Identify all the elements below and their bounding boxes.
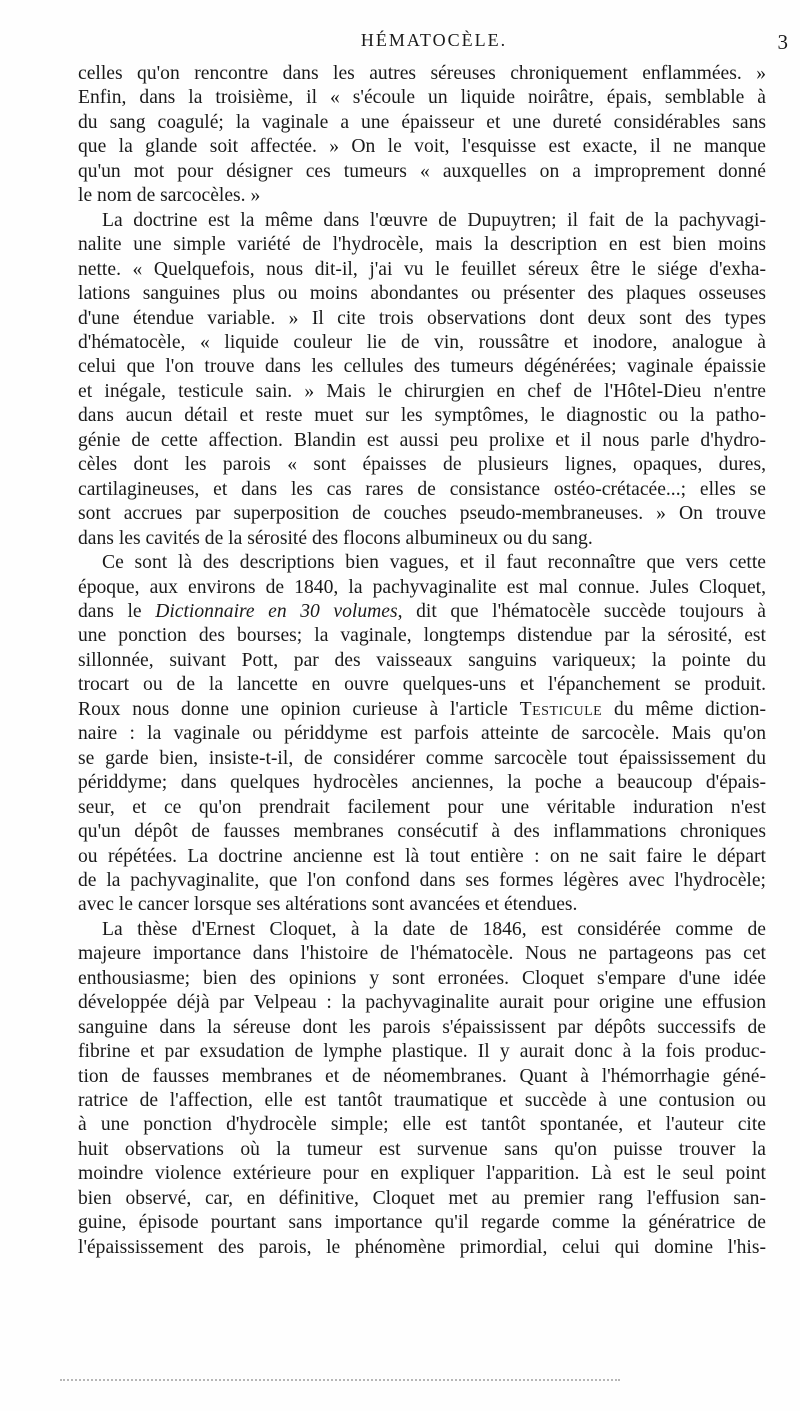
text-line: avec le cancer lorsque ses altérations sont avancées et étendues. xyxy=(78,894,578,916)
text-line: enthousiasme; bien des opinions y sont erronées. Cloquet s'empare d'une idée xyxy=(78,967,766,989)
page-number: 3 xyxy=(777,30,788,54)
text-line: le nom de sarcocèles. » xyxy=(78,185,261,207)
text-line: nette. « Quelquefois, nous dit-il, j'ai vu le feuillet séreux être le siége d'exha- xyxy=(78,258,766,280)
text-line: du sang coagulé; la vaginale a une épaisseur et une dureté considérables sans xyxy=(78,111,766,133)
small-caps-term: Testicule xyxy=(519,698,603,720)
text-line: fibrine et par exsudation de lymphe plastique. Il y aurait donc à la fois produc- xyxy=(78,1041,766,1063)
text-line: génie de cette affection. Blandin est aussi peu prolixe et il nous parle d'hydro- xyxy=(78,429,766,451)
running-title: HÉMATOCÈLE. xyxy=(360,30,508,50)
text-line: celui que l'on trouve dans les cellules des tumeurs dégénérées; vaginale épaissie xyxy=(78,356,766,378)
text-line: La doctrine est la même dans l'œuvre de Dupuytren; il fait de la pachyvagi- xyxy=(102,209,766,231)
text-line xyxy=(78,698,766,722)
text-fragment: Roux nous donne une opinion curieuse à l'article xyxy=(78,698,508,720)
text-line: qu'un dépôt de fausses membranes consécutif à des inflammations chroniques xyxy=(78,821,766,843)
text-line: seur, et ce qu'on prendrait facilement pour une véritable induration n'est xyxy=(78,796,766,818)
text-line: sanguine dans la séreuse dont les parois s'épaississent par dépôts successifs de xyxy=(78,1016,766,1038)
text-line: sont accrues par superposition de couches pseudo-membraneuses. » On trouve xyxy=(78,503,766,525)
text-line: guine, épisode pourtant sans importance qu'il regarde comme la génératrice de xyxy=(78,1212,766,1234)
text-line: se garde bien, insiste-t-il, de considérer comme sarcocèle tout épaississement du xyxy=(78,747,766,769)
text-line: à une ponction d'hydrocèle simple; elle est tantôt spontanée, et l'auteur cite xyxy=(78,1114,766,1136)
text-line: cartilagineuses, et dans les cas rares de consistance ostéo-crétacée...; elles se xyxy=(78,478,766,500)
text-line: majeure importance dans l'histoire de l'hématocèle. Nous ne partageons pas cet xyxy=(78,943,766,965)
text-line: naire : la vaginale ou périddyme est parfois atteinte de sarcocèle. Mais qu'on xyxy=(78,723,766,745)
paragraph-3 xyxy=(78,551,766,918)
text-line: d'hématocèle, « liquide couleur lie de vin, roussâtre et inodore, analogue à xyxy=(78,331,766,353)
paragraph-2 xyxy=(78,209,766,551)
text-fragment: du même diction- xyxy=(614,698,766,720)
italic-title: Dictionnaire en 30 volumes xyxy=(155,600,398,622)
text-line: La thèse d'Ernest Cloquet, à la date de 1846, est considérée comme de xyxy=(102,918,766,940)
text-line: qu'un mot pour désigner ces tumeurs « auxquelles on a improprement donné xyxy=(78,160,766,182)
text-line: époque, aux environs de 1840, la pachyvaginalite est mal connue. Jules Cloquet, xyxy=(78,576,766,598)
text-line: d'une étendue variable. » Il cite trois observations dont deux sont des types xyxy=(78,307,766,329)
text-line: développée déjà par Velpeau : la pachyvaginalite aurait pour origine une effusion xyxy=(78,992,766,1014)
text-line: Ce sont là des descriptions bien vagues, et il faut reconnaître que vers cette xyxy=(102,552,766,574)
text-line: moindre violence extérieure pour en expliquer l'apparition. Là est le seul point xyxy=(78,1163,766,1185)
text-line: Enfin, dans la troisième, il « s'écoule un liquide noirâtre, épais, semblable à xyxy=(78,87,766,109)
text-line: ou répétées. La doctrine ancienne est là tout entière : on ne sait faire le départ xyxy=(78,845,766,867)
text-line: que la glande soit affectée. » On le voit, l'esquisse est exacte, il ne manque xyxy=(78,136,766,158)
text-line: tion de fausses membranes et de néomembranes. Quant à l'hémorrhagie géné- xyxy=(78,1065,766,1087)
text-line: de la pachyvaginalite, que l'on confond dans ses formes légères avec l'hydrocèle; xyxy=(78,869,766,891)
text-fragment: , dit que l'hématocèle succède toujours à xyxy=(397,600,766,622)
text-fragment: dans le xyxy=(78,600,142,622)
text-line: périddyme; dans quelques hydrocèles anciennes, la poche a beaucoup d'épais- xyxy=(78,772,766,794)
text-line: sillonnée, suivant Pott, par des vaisseaux sanguins variqueux; la pointe du xyxy=(78,649,766,671)
text-line: nalite une simple variété de l'hydrocèle, mais la description en est bien moins xyxy=(78,234,766,256)
text-line: bien observé, car, en définitive, Cloquet met au premier rang l'effusion san- xyxy=(78,1187,766,1209)
paragraph-4 xyxy=(78,918,766,1260)
running-head xyxy=(78,30,790,56)
text-line: une ponction des bourses; la vaginale, longtemps distendue par la sérosité, est xyxy=(78,625,766,647)
text-line: l'épaississement des parois, le phénomène primordial, celui qui domine l'his- xyxy=(78,1236,766,1258)
text-line: dans aucun détail et reste muet sur les symptômes, le diagnostic ou la patho- xyxy=(78,405,766,427)
text-line xyxy=(78,600,766,624)
text-line: ratrice de l'affection, elle est tantôt traumatique et succède à une contusion ou xyxy=(78,1090,766,1112)
text-line: dans les cavités de la sérosité des flocons albumineux ou du sang. xyxy=(78,527,593,549)
text-line: trocart ou de la lancette en ouvre quelques-uns et l'épanchement se produit. xyxy=(78,674,766,696)
paragraph-1 xyxy=(78,62,766,209)
text-line: lations sanguines plus ou moins abondantes ou présenter des plaques osseuses xyxy=(78,283,766,305)
body-text xyxy=(78,62,766,1260)
text-line: huit observations où la tumeur est survenue sans qu'on puisse trouver la xyxy=(78,1138,766,1160)
text-line: celles qu'on rencontre dans les autres séreuses chroniquement enflammées. » xyxy=(78,63,766,84)
text-line: et inégale, testicule sain. » Mais le chirurgien en chef de l'Hôtel-Dieu n'entre xyxy=(78,380,766,402)
printer-mark xyxy=(60,1379,620,1384)
text-line: cèles dont les parois « sont épaisses de plusieurs lignes, opaques, dures, xyxy=(78,454,766,476)
